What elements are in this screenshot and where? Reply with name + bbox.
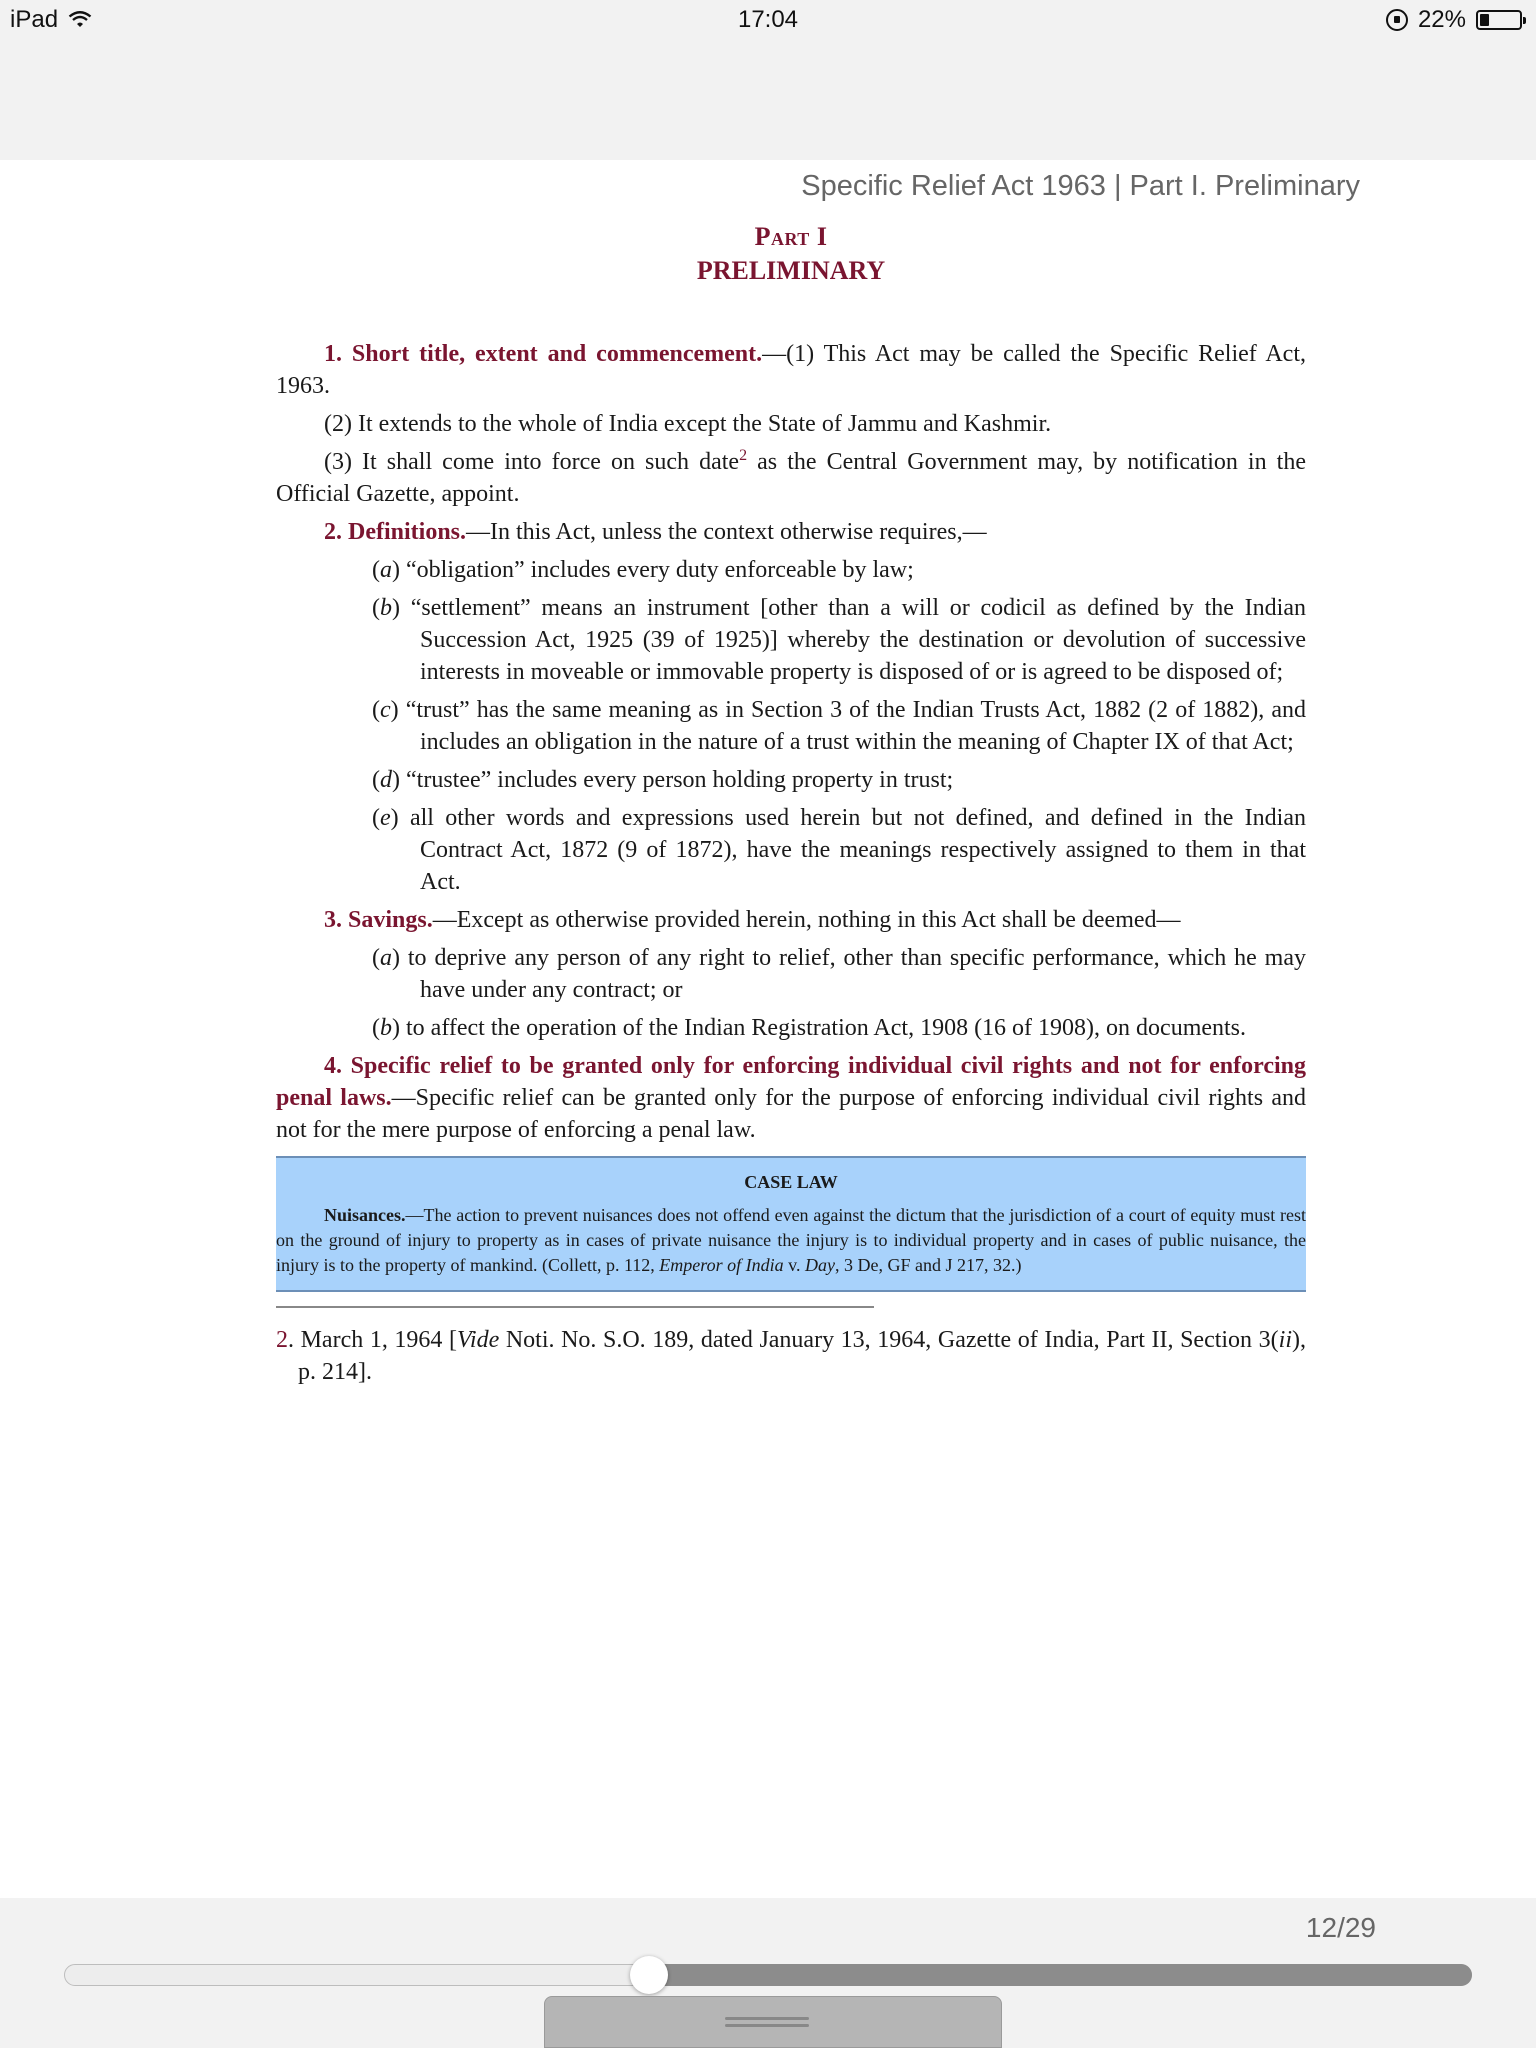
savings-item: (a) to deprive any person of any right to relief, other than specific performance, which he may have under any contract; or	[372, 945, 1306, 1003]
grip-icon	[725, 2017, 809, 2033]
status-bar	[0, 0, 1536, 40]
section-4-heading: 4. Specific relief to be granted only for enforcing individual civil rights and not for enforcing penal laws.	[276, 1053, 1306, 1111]
footnote: 2. March 1, 1964 [Vide Noti. No. S.O. 189, dated January 13, 1964, Gazette of India, Part II, Section 3(ii), p. 214].	[276, 1327, 1306, 1385]
part-label: Part I	[754, 222, 828, 251]
battery-fill	[1480, 14, 1489, 26]
definition-item: (a) “obligation” includes every duty enforceable by law;	[372, 557, 914, 583]
rotation-lock-icon	[1386, 9, 1408, 31]
section-1-paragraph-3: (3) It shall come into force on such date$^2$ as the Central Government may, by notification in the Official Gazette, appoint.	[276, 447, 1306, 507]
case-law-body: Nuisances.—The action to prevent nuisances does not offend even against the dictum that the jurisdiction of a court of equity must rest on the ground of injury to property as in cases of private nuisance the injury is to individual property and in cases of public nuisance, the injury is to the property of mankind. (Collett, p. 112, Emperor of India v. Day, 3 De, GF and J 217, 32.)	[276, 1205, 1306, 1275]
device-name: iPad	[10, 6, 59, 33]
reader-bottom-bar	[0, 1898, 1536, 2048]
book-page-header: Specific Relief Act 1963 | Part I. Preliminary	[801, 170, 1360, 202]
part-title: PRELIMINARY	[696, 256, 886, 285]
case-law-heading: CASE LAW	[744, 1172, 838, 1192]
section-3-intro: 3. Savings.—Except as otherwise provided herein, nothing in this Act shall be deemed—	[324, 907, 1181, 933]
section-4-paragraph: 4. Specific relief to be granted only for enforcing individual civil rights and not for enforcing penal laws.—Specific relief can be granted only for the purpose of enforcing individual civil rights and not for the mere purpose of enforcing a penal law.	[276, 1053, 1306, 1143]
footnote-number[interactable]: 2	[276, 1327, 288, 1353]
drawer-handle[interactable]	[544, 1996, 1002, 2048]
battery-icon	[1476, 10, 1522, 30]
status-time: 17:04	[737, 6, 799, 33]
page-indicator: 12/29	[1305, 1912, 1376, 1943]
page-scrubber-remaining	[650, 1964, 1472, 1986]
definition-item: (b) “settlement” means an instrument [other than a will or codicil as defined by the Indian Succession Act, 1925 (39 of 1925)] whereby the destination or devolution of successive interests in moveable or immovable property is disposed of or is agreed to be disposed of;	[372, 595, 1306, 685]
footnote-divider	[276, 1306, 874, 1308]
status-right	[1386, 6, 1522, 34]
book-page-content	[276, 222, 1306, 1388]
savings-item: (b) to affect the operation of the Indian Registration Act, 1908 (16 of 1908), on documents.	[372, 1015, 1247, 1041]
section-3-heading: 3. Savings.	[324, 907, 433, 933]
page-scrubber-thumb[interactable]	[630, 1956, 668, 1994]
section-1-paragraph-2: (2) It extends to the whole of India except the State of Jammu and Kashmir.	[324, 411, 1052, 437]
definition-item: (c) “trust” has the same meaning as in Section 3 of the Indian Trusts Act, 1882 (2 of 1882), and includes an obligation in the nature of a trust within the meaning of Chapter IX of that Act;	[372, 697, 1306, 755]
section-2-intro: 2. Definitions.—In this Act, unless the context otherwise requires,—	[324, 519, 987, 545]
case-law-box	[276, 1156, 1306, 1292]
section-1-paragraph-1: 1. Short title, extent and commencement.—(1) This Act may be called the Specific Relief Act, 1963.	[276, 341, 1306, 399]
definition-item: (d) “trustee” includes every person holding property in trust;	[372, 767, 954, 793]
definition-item: (e) all other words and expressions used herein but not defined, and defined in the Indian Contract Act, 1872 (9 of 1872), have the meanings respectively assigned to them in that Act.	[372, 805, 1306, 895]
section-2-heading: 2. Definitions.	[324, 519, 467, 545]
battery-percentage: 22%	[1417, 6, 1466, 33]
section-1-heading: 1. Short title, extent and commencement.	[324, 341, 763, 367]
footnote-reference[interactable]: 2	[739, 447, 748, 464]
